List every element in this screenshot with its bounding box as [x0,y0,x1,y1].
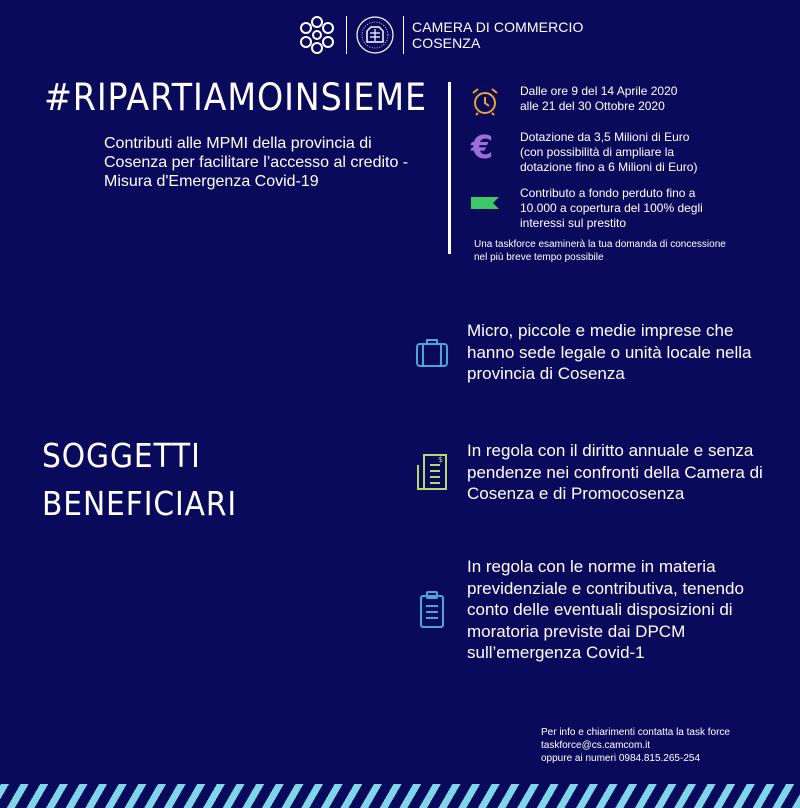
campaign-subtitle: Contributi alle MPMI della provincia di Cosenza per facilitare l’accesso al credito - Misura d'Emergenza Covid-19 [104,135,409,190]
beneficiary-text: In regola con il diritto annuale e senza pendenze nei confronti della Camera di Cosenza e di Promocosenza [467,441,763,503]
info-funding-line3: dotazione fino a 6 Milioni di Euro) [520,160,698,174]
info-funding-line1: Dotazione da 3,5 Milioni di Euro [520,130,690,144]
chamber-logo-icon [296,14,338,56]
alarm-clock-icon [468,84,502,118]
org-name [412,19,583,51]
info-item-funding [468,130,750,175]
contact-email[interactable]: taskforce@cs.camcom.it [541,740,651,751]
info-item-dates [468,84,750,118]
beneficiary-text: In regola con le norme in materia previdenziale e contributiva, tenendo conto delle eventuali disposizioni di moratoria previste dai DPCM sull’emergenza Covid-1 [467,557,744,662]
org-name-line1: CAMERA DI COMMERCIO [412,19,584,35]
vertical-divider [448,82,451,254]
beneficiary-text: Micro, piccole e medie imprese che hanno sede legale o unità locale nella provincia di Cosenza [467,321,752,383]
info-contribution-line2: 10.000 a copertura del 100% degli [520,201,703,215]
flag-arrow-icon [468,186,502,220]
info-item-contribution [468,186,750,231]
taskforce-note-line2: nel più breve tempo possibile [474,252,604,263]
contact-info [541,726,730,765]
decorative-stripe [0,784,800,808]
logo-divider [346,16,347,54]
header-logo [296,14,583,56]
svg-text:€: € [471,130,494,164]
section-title-line2: BENEFICIARI [42,484,238,523]
chamber-seal-icon [355,15,395,55]
contact-line1: Per info e chiarimenti contatta la task force [541,727,730,738]
section-title-line1: SOGGETTI [42,436,201,475]
receipt-icon [410,450,454,494]
info-dates-line1: Dalle ore 9 del 14 Aprile 2020 [520,84,678,98]
beneficiary-item [410,440,767,505]
svg-text:$: $ [438,455,444,465]
clipboard-icon [410,588,454,632]
briefcase-icon [410,330,454,374]
logo-divider [403,16,404,54]
contact-phone: oppure ai numeri 0984.815.265-254 [541,753,701,764]
beneficiary-item [410,320,767,385]
beneficiary-item [410,556,767,664]
campaign-hashtag: #RIPARTIAMOINSIEME [44,76,427,119]
taskforce-note-line1: Una taskforce esaminerà la tua domanda di concessione [474,239,726,250]
info-funding-line2: (con possibilità di ampliare la [520,145,675,159]
org-name-line2: COSENZA [412,35,481,51]
info-contribution-line1: Contributo a fondo perduto fino a [520,186,696,200]
taskforce-note [474,238,764,264]
euro-icon [468,130,502,164]
info-contribution-line3: interessi sul prestito [520,216,627,230]
info-dates-line2: alle 21 del 30 Ottobre 2020 [520,99,665,113]
section-title [42,432,237,528]
